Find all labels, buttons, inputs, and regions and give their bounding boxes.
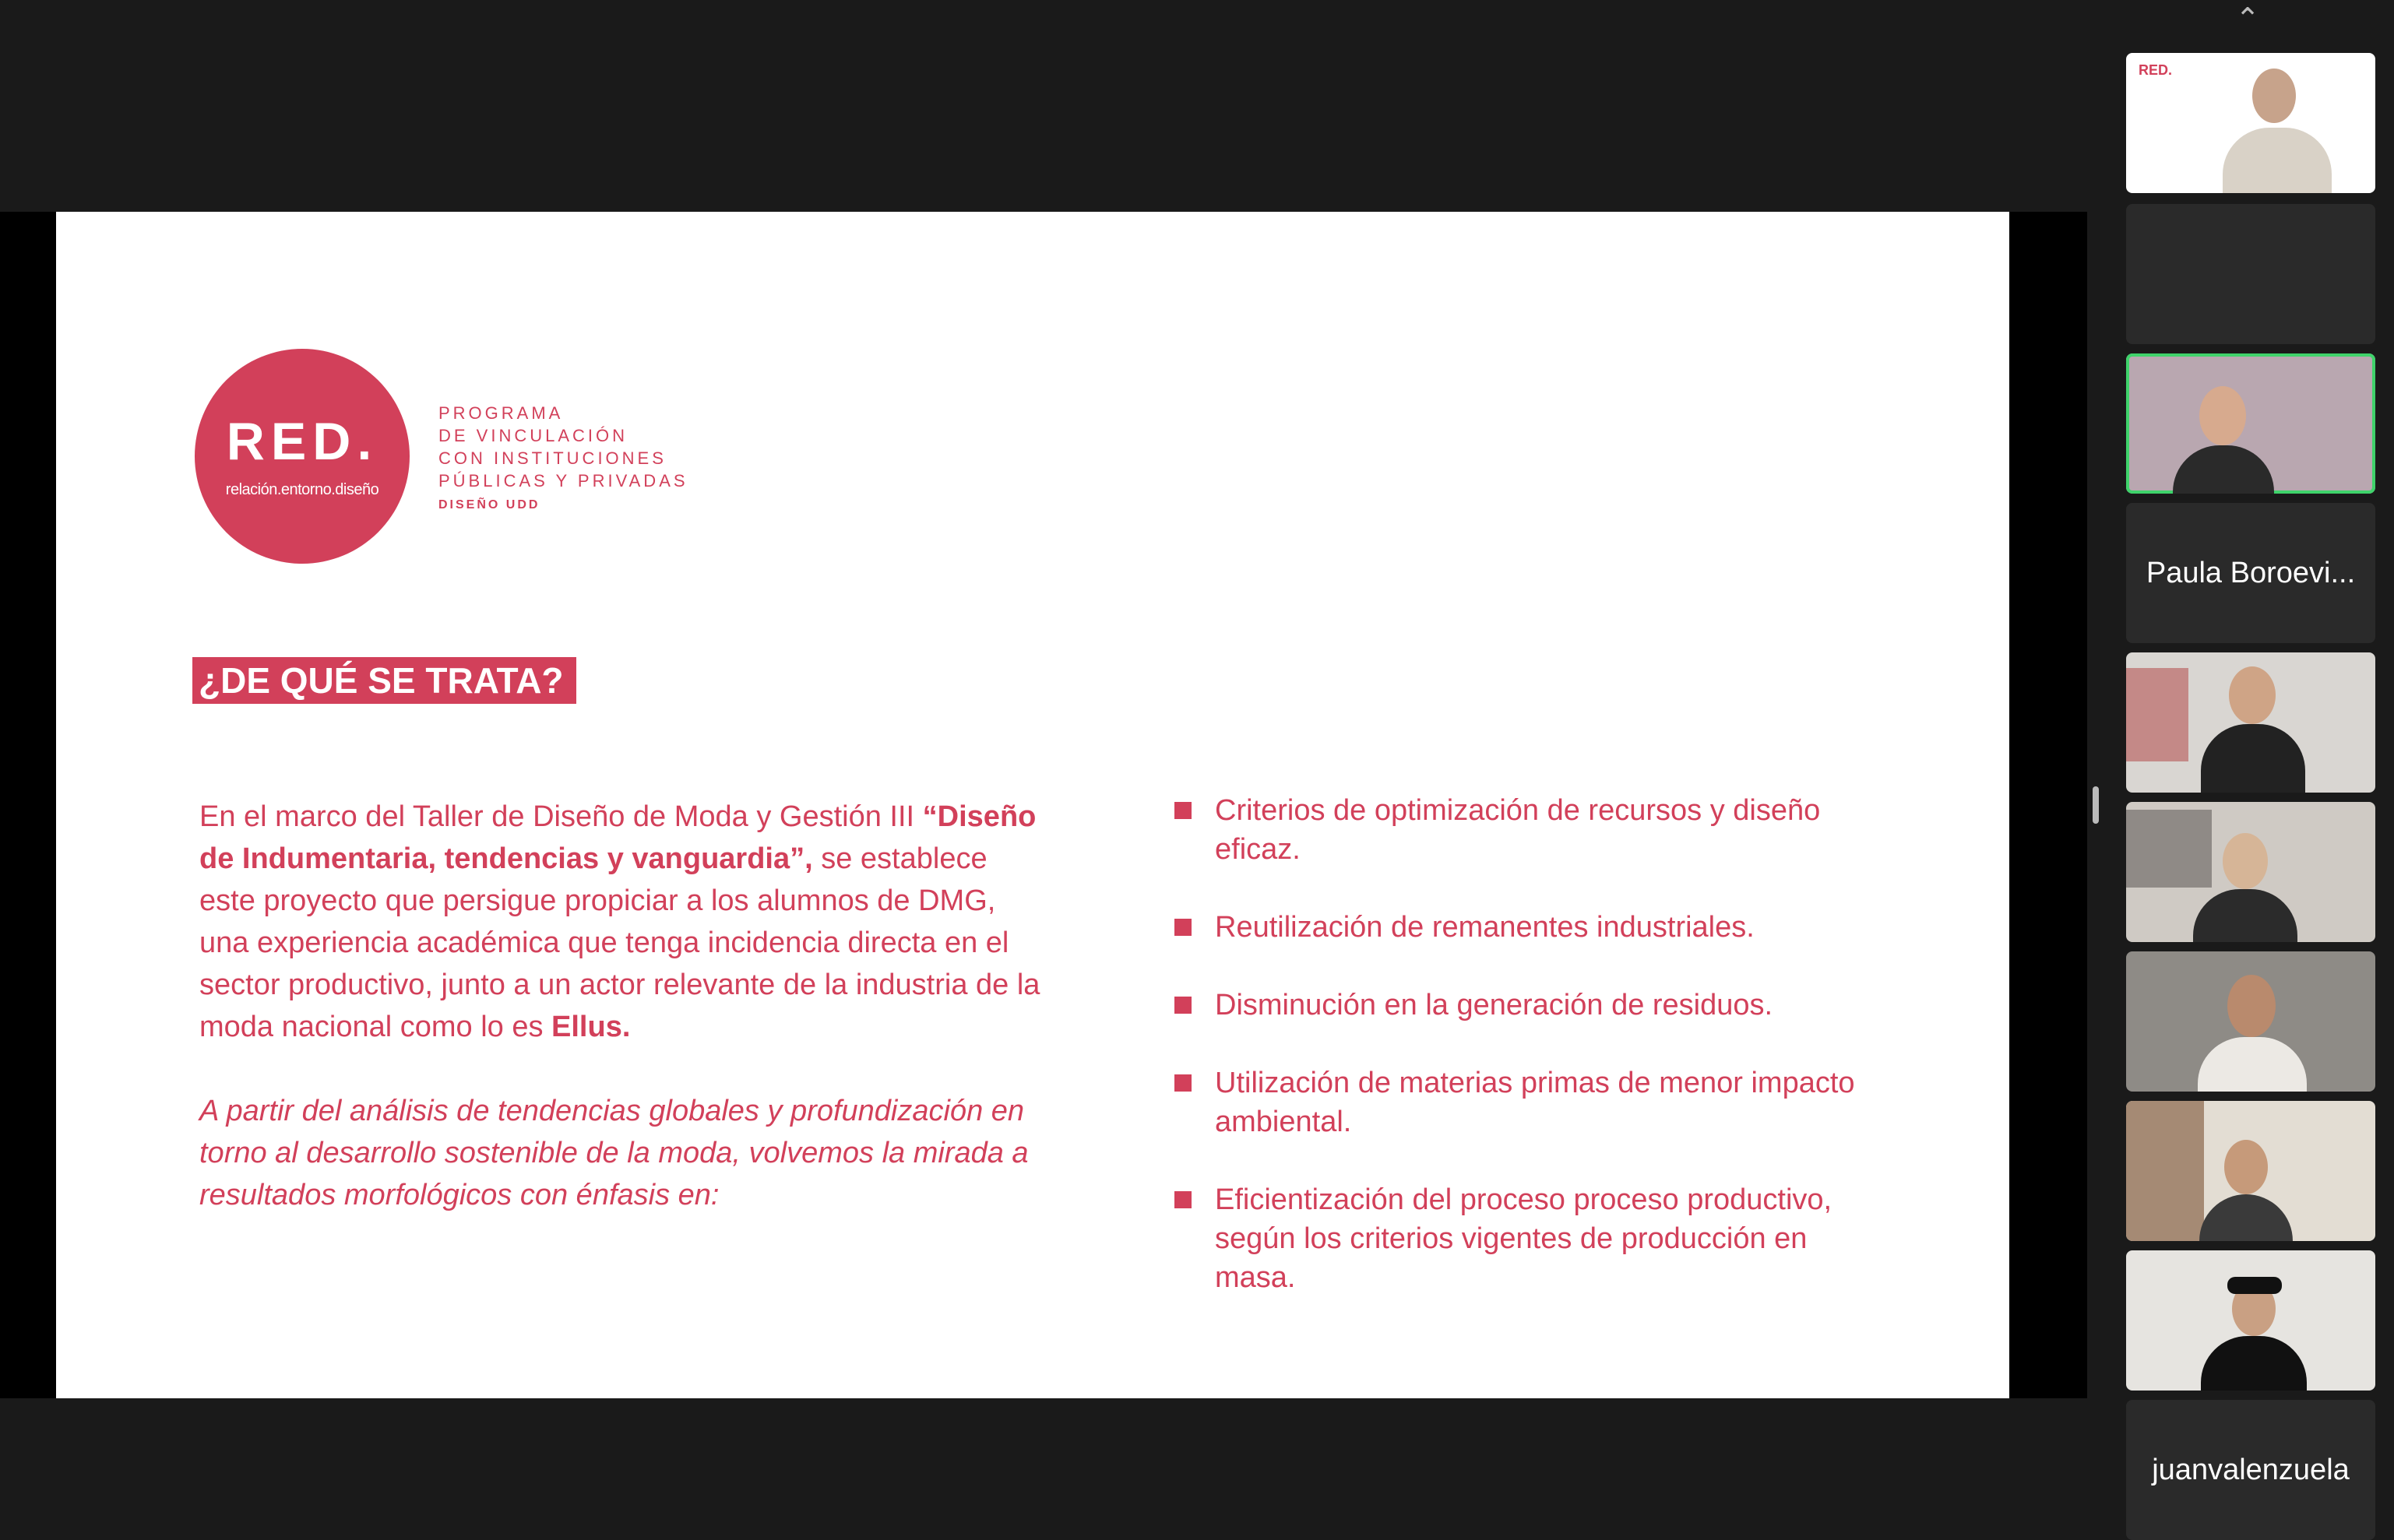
list-item — [1174, 1180, 1860, 1297]
program-line: CON INSTITUCIONES — [438, 448, 667, 468]
participant-tile[interactable] — [2126, 1400, 2375, 1540]
shared-slide — [56, 212, 2009, 1398]
person-body — [2193, 889, 2297, 942]
person-body — [2223, 128, 2332, 193]
person-head — [2252, 69, 2296, 123]
participant-tile[interactable] — [2126, 802, 2375, 942]
program-line: PÚBLICAS Y PRIVADAS — [438, 471, 688, 490]
participant-tile[interactable] — [2126, 1101, 2375, 1241]
list-item — [1174, 986, 1860, 1025]
list-item-text: Utilización de materias primas de menor impacto ambiental. — [1215, 1067, 1855, 1138]
emphasis-paragraph: A partir del análisis de tendencias globales y profundización en torno al desarrollo sostenible de la moda, volvemos la mirada a resultados morfológicos con énfasis en: — [199, 1095, 1029, 1211]
intro-text-a: En el marco del Taller de Diseño de Moda y Gestión III — [199, 800, 923, 833]
video-feed — [2126, 53, 2375, 193]
video-feed — [2126, 951, 2375, 1092]
list-item-text: Eficientización del proceso proceso productivo, según los criterios vigentes de producción en masa. — [1215, 1183, 1832, 1294]
video-feed — [2126, 802, 2375, 942]
bullet-square-icon — [1174, 919, 1192, 936]
person-head — [2227, 975, 2276, 1037]
chevron-up-icon[interactable]: ⌃ — [2235, 3, 2260, 36]
person-head — [2223, 833, 2268, 889]
list-item-text: Reutilización de remanentes industriales. — [1215, 911, 1755, 944]
person-body — [2199, 1194, 2293, 1241]
bullet-square-icon — [1174, 1074, 1192, 1092]
list-item-text: Disminución en la generación de residuos. — [1215, 989, 1773, 1021]
criteria-list — [1174, 791, 1860, 1336]
participant-tile[interactable] — [2126, 652, 2375, 793]
person-body — [2201, 724, 2305, 793]
participant-tile[interactable] — [2126, 503, 2375, 643]
video-feed — [2126, 1101, 2375, 1241]
participant-tile[interactable] — [2126, 1250, 2375, 1391]
participant-tile-active-speaker[interactable] — [2126, 353, 2375, 494]
video-feed — [2126, 1250, 2375, 1391]
video-feed — [2126, 353, 2375, 494]
participant-tile[interactable] — [2126, 951, 2375, 1092]
list-item — [1174, 1064, 1860, 1141]
participant-tile[interactable] — [2126, 204, 2375, 344]
intro-text-b: se establece este proyecto que persigue propiciar a los alumnos de DMG, una experiencia académica que tenga incidencia directa en el sector productivo, junto a un actor relevante de la industria de la moda nacional como lo es — [199, 842, 1040, 1043]
participant-tile[interactable] — [2126, 53, 2375, 193]
bullet-square-icon — [1174, 1191, 1192, 1208]
slide-heading: ¿DE QUÉ SE TRATA? — [192, 657, 576, 704]
list-item — [1174, 908, 1860, 947]
brand-name: Ellus. — [551, 1011, 631, 1043]
program-title — [438, 402, 766, 516]
person-head — [2224, 1140, 2268, 1194]
program-line: PROGRAMA — [438, 403, 564, 423]
intro-paragraph — [199, 796, 1040, 1048]
list-item — [1174, 791, 1860, 869]
department-label: DISEÑO UDD — [438, 498, 540, 512]
person-body — [2201, 1336, 2307, 1391]
video-feed — [2126, 652, 2375, 793]
program-line: DE VINCULACIÓN — [438, 426, 628, 445]
clothing-rack — [2126, 810, 2212, 888]
logo-title: RED. — [226, 412, 378, 471]
red-logo — [195, 349, 410, 564]
background-object — [2126, 668, 2188, 761]
workshop-title: “Diseño de Indumentaria, tendencias y vanguardia”, — [199, 800, 1037, 875]
participant-name: juanvalenzuela — [2152, 1454, 2350, 1486]
intro-text — [199, 796, 1040, 1216]
person-body — [2173, 445, 2274, 494]
cap — [2227, 1277, 2282, 1294]
bookshelf — [2126, 1101, 2204, 1241]
thumbnail-text: RED. — [2139, 62, 2173, 78]
logo-tagline: relación.entorno.diseño — [225, 481, 379, 498]
person-body — [2198, 1037, 2307, 1092]
person-head — [2229, 666, 2276, 724]
list-item-text: Criterios de optimización de recursos y diseño eficaz. — [1215, 794, 1821, 866]
participant-name: Paula Boroevi... — [2146, 557, 2356, 589]
bullet-square-icon — [1174, 997, 1192, 1014]
bullet-square-icon — [1174, 802, 1192, 819]
person-head — [2199, 386, 2246, 445]
